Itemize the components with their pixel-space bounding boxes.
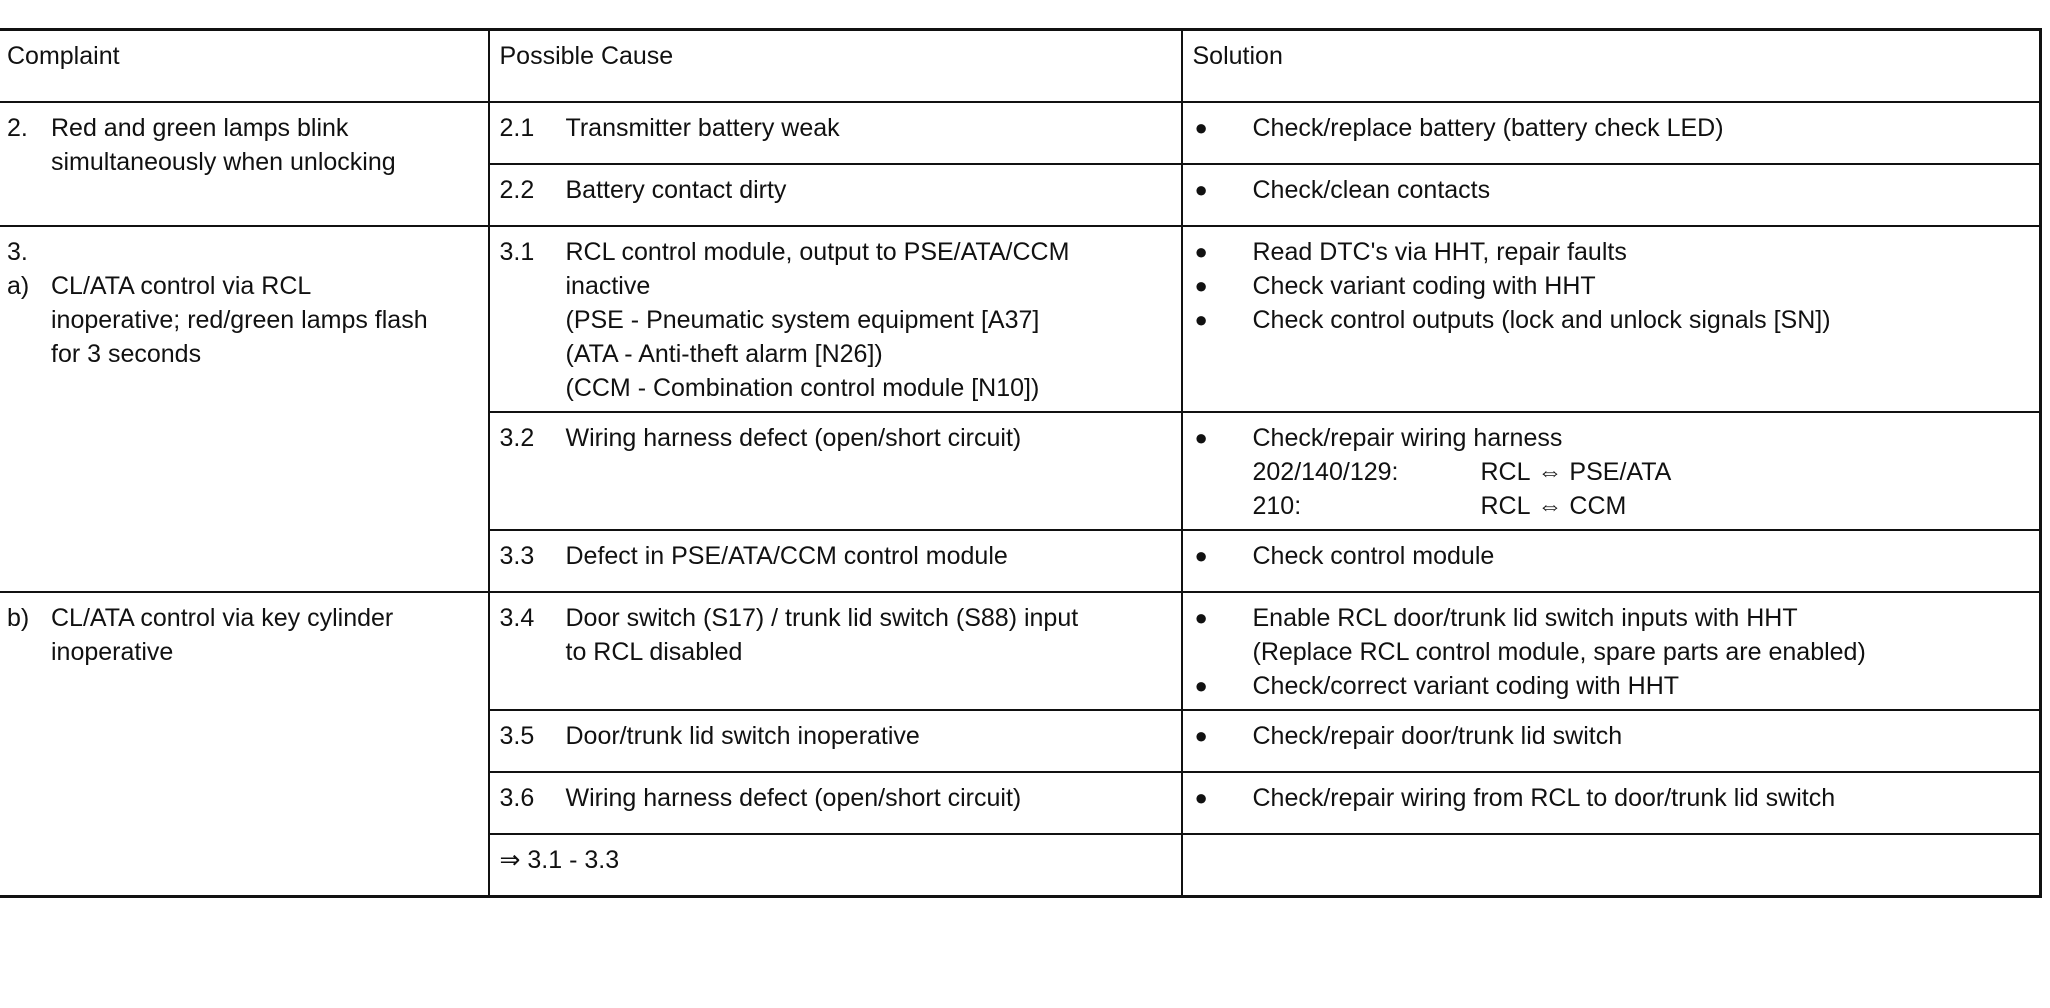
complaint-cell-2 [0,102,489,226]
diagnosis-table-container [0,28,2039,898]
bullet-icon: ● [1194,543,1208,568]
complaint-letter: b) [7,604,30,632]
table-row [0,102,2041,164]
header-cause: Possible Cause [489,30,1182,103]
header-solution: Solution [1182,30,2041,103]
bullet-icon: ● [1194,723,1208,748]
cause-reference-text: 3.1 - 3.3 [527,846,620,874]
solution-text: Check control outputs (lock and unlock signals [SN]) [1252,306,1831,334]
solution-text: Check/clean contacts [1252,176,1491,204]
cause-text: inactive [565,272,651,300]
solution-cell-2-1 [1182,102,2041,164]
solution-text: Read DTC's via HHT, repair faults [1252,238,1627,266]
solution-cell-3-6 [1182,772,2041,834]
implies-arrow-icon: ⇒ [499,846,521,874]
solution-cell-empty [1182,834,2041,897]
cause-cell-2-2 [489,164,1182,226]
table-header-row [0,30,2041,103]
cause-text: to RCL disabled [565,638,743,666]
solution-text: Check/repair wiring harness [1252,424,1563,452]
complaint-number: 2. [7,114,28,142]
solution-cell-3-3 [1182,530,2041,592]
cause-number: 3.2 [499,424,535,452]
cause-number: 2.2 [499,176,535,204]
solution-text: (Replace RCL control module, spare parts are enabled) [1252,638,1866,666]
bullet-icon: ● [1194,307,1208,332]
complaint-cell-3a [0,226,489,592]
solution-cell-3-2 [1182,412,2041,530]
cause-text: Wiring harness defect (open/short circuit) [565,424,1022,452]
header-complaint: Complaint [0,30,489,103]
cause-cell-3-6 [489,772,1182,834]
cause-number: 3.4 [499,604,535,632]
model-label: 210: [1252,492,1302,520]
solution-text: Check/correct variant coding with HHT [1252,672,1680,700]
cause-text: Defect in PSE/ATA/CCM control module [565,542,1008,570]
table-row [0,592,2041,710]
complaint-text: Red and green lamps blink [51,114,349,142]
bullet-icon: ● [1194,239,1208,264]
solution-text: Enable RCL door/trunk lid switch inputs with HHT [1252,604,1798,632]
cause-text: (PSE - Pneumatic system equipment [A37] [565,306,1040,334]
diagnosis-table [0,28,2042,898]
bullet-icon: ● [1194,425,1208,450]
complaint-letter: a) [7,272,30,300]
solution-text: Check/repair door/trunk lid switch [1252,722,1623,750]
wiring-row-2 [1193,489,2030,523]
cause-text: Transmitter battery weak [565,114,840,142]
cause-number: 2.1 [499,114,535,142]
solution-text: Check variant coding with HHT [1252,272,1596,300]
wiring-from: RCL [1480,492,1531,520]
solution-cell-3-1 [1182,226,2041,412]
bullet-icon: ● [1194,605,1208,630]
complaint-number: 3. [7,238,28,266]
solution-cell-3-4 [1182,592,2041,710]
cause-text: RCL control module, output to PSE/ATA/CCM [565,238,1070,266]
cause-text: (ATA - Anti-theft alarm [N26]) [565,340,883,368]
bullet-icon: ● [1194,785,1208,810]
table-row [0,226,2041,412]
wiring-row-1 [1193,455,2030,489]
model-label: 202/140/129: [1252,458,1399,486]
wiring-to: CCM [1569,492,1627,520]
complaint-text: for 3 seconds [51,340,202,368]
double-arrow-icon: ⇔ [1537,458,1563,486]
complaint-text: inoperative [51,638,174,666]
cause-text: Wiring harness defect (open/short circuit) [565,784,1022,812]
wiring-to: PSE/ATA [1569,458,1672,486]
cause-cell-reference [489,834,1182,897]
wiring-from: RCL [1480,458,1531,486]
bullet-icon: ● [1194,177,1208,202]
bullet-icon: ● [1194,273,1208,298]
cause-cell-3-5 [489,710,1182,772]
complaint-text: inoperative; red/green lamps flash [51,306,428,334]
complaint-cell-3b [0,592,489,897]
solution-text: Check control module [1252,542,1495,570]
solution-cell-2-2 [1182,164,2041,226]
cause-number: 3.5 [499,722,535,750]
cause-number: 3.1 [499,238,535,266]
cause-cell-3-2 [489,412,1182,530]
solution-cell-3-5 [1182,710,2041,772]
cause-cell-3-1 [489,226,1182,412]
bullet-icon: ● [1194,673,1208,698]
complaint-text: CL/ATA control via key cylinder [51,604,394,632]
cause-cell-3-3 [489,530,1182,592]
cause-text: Door/trunk lid switch inoperative [565,722,920,750]
cause-text: Battery contact dirty [565,176,787,204]
cause-text: Door switch (S17) / trunk lid switch (S88) input [565,604,1079,632]
cause-text: (CCM - Combination control module [N10]) [565,374,1040,402]
solution-text: Check/replace battery (battery check LED) [1252,114,1724,142]
cause-cell-2-1 [489,102,1182,164]
complaint-text: simultaneously when unlocking [51,148,396,176]
solution-text: Check/repair wiring from RCL to door/trunk lid switch [1252,784,1836,812]
complaint-text: CL/ATA control via RCL [51,272,312,300]
cause-cell-3-4 [489,592,1182,710]
cause-number: 3.3 [499,542,535,570]
bullet-icon: ● [1194,115,1208,140]
cause-number: 3.6 [499,784,535,812]
double-arrow-icon: ⇔ [1537,492,1563,520]
